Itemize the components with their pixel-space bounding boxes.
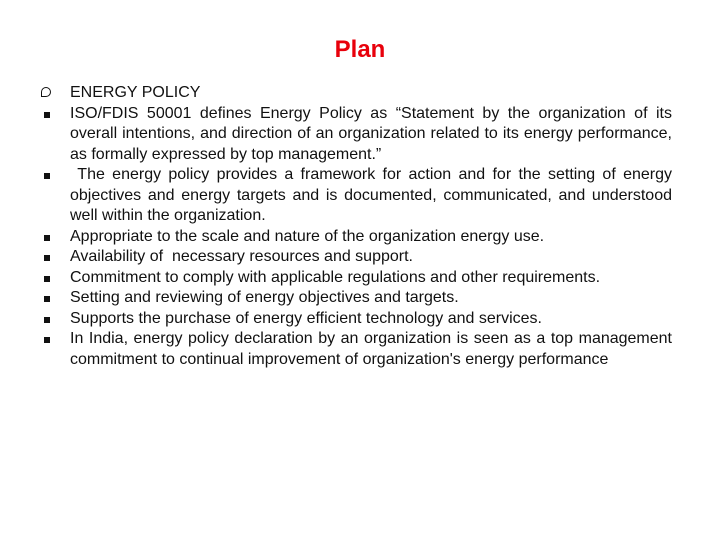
- list-item-text: ISO/FDIS 50001 defines Energy Policy as “Statement by the organization of its overall intentions, and direction of an organization related to its energy performance, as formally expressed by top management.”: [70, 104, 672, 163]
- list-item: [40, 268, 672, 289]
- list-item: [40, 329, 672, 370]
- list-item-text: Supports the purchase of energy efficient technology and services.: [70, 309, 542, 327]
- square-bullet-icon: [40, 268, 70, 289]
- list-item-text: Availability of necessary resources and support.: [70, 248, 413, 265]
- square-bullet-icon: [40, 227, 70, 248]
- section-heading: ENERGY POLICY: [70, 84, 201, 101]
- square-bullet-icon: [40, 104, 70, 125]
- checkbox-bullet-icon: [40, 83, 70, 104]
- heading-row: [40, 83, 672, 104]
- square-bullet-icon: [40, 165, 70, 186]
- list-item: [40, 227, 672, 248]
- list-item-text: Commitment to comply with applicable regulations and other requirements.: [70, 268, 601, 286]
- square-bullet-icon: [40, 288, 70, 309]
- list-item: [40, 309, 672, 330]
- list-item-text: Appropriate to the scale and nature of the organization energy use.: [70, 227, 545, 245]
- list-item-text: Setting and reviewing of energy objectives and targets.: [70, 289, 459, 306]
- square-bullet-icon: [40, 309, 70, 330]
- slide-title: Plan: [334, 36, 386, 63]
- list-item: [40, 165, 677, 227]
- list-item: [40, 247, 672, 268]
- list-item-text: In India, energy policy declaration by an organization is seen as a top management commitment to continual improvement of organization's energy performance: [70, 330, 672, 368]
- slide-body: [40, 83, 677, 370]
- square-bullet-icon: [40, 247, 70, 268]
- list-item: [40, 104, 672, 166]
- square-bullet-icon: [40, 329, 70, 350]
- list-item-text: The energy policy provides a framework for action and for the setting of energy objectives and energy targets and is documented, communicated, and understood well within the organization.: [70, 166, 677, 224]
- list-item: [40, 288, 672, 309]
